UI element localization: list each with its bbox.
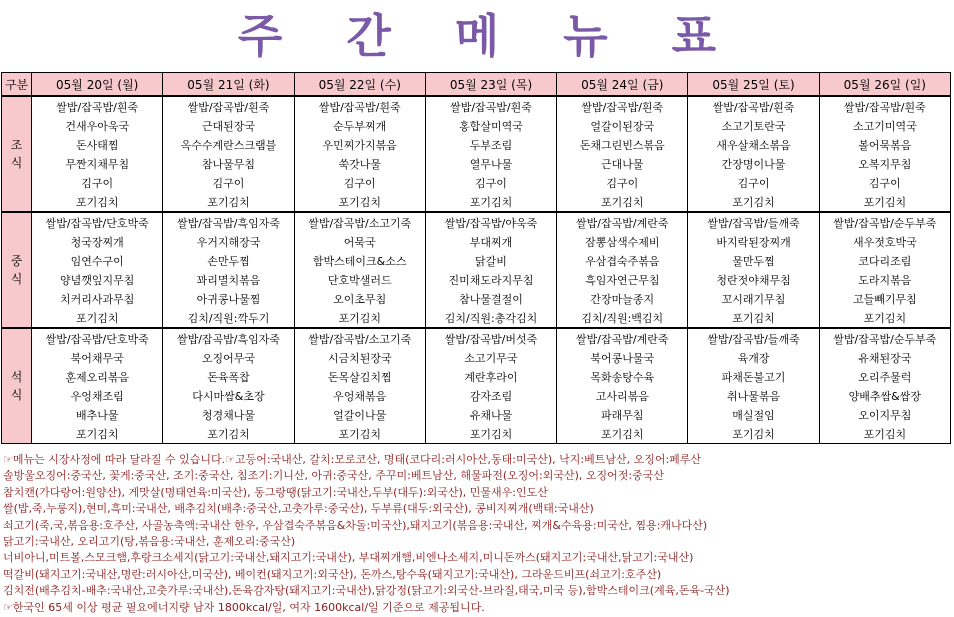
menu-cell: 김치/직원:총각김치 (425, 308, 556, 328)
meal-label (2, 212, 32, 328)
menu-row (2, 348, 951, 367)
menu-row (2, 270, 951, 289)
menu-cell: 쌀밥/잡곡밥/흰죽 (294, 96, 425, 116)
menu-cell: 두부조림 (425, 135, 556, 154)
menu-row (2, 116, 951, 135)
menu-cell: 근대나물 (557, 154, 688, 173)
menu-cell: 간장마늘종지 (557, 289, 688, 308)
menu-cell: 북어콩나물국 (557, 348, 688, 367)
menu-row (2, 424, 951, 444)
menu-cell: 돈채그린빈스볶음 (557, 135, 688, 154)
menu-cell: 쌀밥/잡곡밥/단호박죽 (32, 328, 163, 348)
menu-cell: 옥수수계란스크램블 (163, 135, 294, 154)
menu-cell: 쌀밥/잡곡밥/순두부죽 (819, 212, 950, 232)
menu-cell: 북어채무국 (32, 348, 163, 367)
menu-cell: 근대된장국 (163, 116, 294, 135)
menu-cell: 참나물무침 (163, 154, 294, 173)
menu-cell: 청경채나물 (163, 405, 294, 424)
menu-cell: 쌀밥/잡곡밥/흰죽 (688, 96, 819, 116)
menu-cell: 돈육폭찹 (163, 367, 294, 386)
menu-cell: 함박스테이크&소스 (294, 251, 425, 270)
menu-cell: 임연수구이 (32, 251, 163, 270)
note-line: 김치전(배추김치-배추:국내산,고춧가루:국내산),돈육감자탕(돼지고기:국내산),닭강정(닭고기:외국산-브라질,태국,미국 등),함박스테이크(계육,돈육-국산) (3, 584, 730, 598)
menu-cell: 꽈리멸치볶음 (163, 270, 294, 289)
day-header: 05월 22일 (수) (294, 73, 425, 97)
menu-cell: 포기김치 (425, 424, 556, 444)
menu-cell: 단호박샐러드 (294, 270, 425, 289)
menu-cell: 김구이 (425, 173, 556, 192)
menu-cell: 쌀밥/잡곡밥/소고기죽 (294, 212, 425, 232)
menu-cell: 쑥갓나물 (294, 154, 425, 173)
menu-cell: 오징어무국 (163, 348, 294, 367)
menu-cell: 돈사태찜 (32, 135, 163, 154)
menu-cell: 김치/직원:깍두기 (163, 308, 294, 328)
menu-cell: 포기김치 (819, 308, 950, 328)
meal-label-text: 중식 (10, 254, 23, 286)
menu-cell: 오이지무침 (819, 405, 950, 424)
note-line: 쇠고기(죽,국,볶음용:호주산, 사골농축액:국내산 한우, 우삼겹숙주볶음&차돌:미국산),돼지고기(볶음용:국내산, 찌개&수육용:미국산, 찜용:캐나다산) (3, 518, 708, 532)
menu-cell: 포기김치 (294, 308, 425, 328)
menu-body (2, 96, 951, 444)
menu-cell: 소고기무국 (425, 348, 556, 367)
menu-cell: 쌀밥/잡곡밥/흰죽 (32, 96, 163, 116)
menu-cell: 우엉채조림 (32, 386, 163, 405)
menu-cell: 포기김치 (32, 308, 163, 328)
corner-header: 구분 (2, 73, 32, 97)
menu-cell: 새우젓호박국 (819, 232, 950, 251)
note-line: 솔방울오징어:중국산, 꽃게:중국산, 조기:중국산, 침조기:기니산, 아귀:중국산, 주꾸미:베트남산, 해물파전(오징어:외국산), 오징어젓:중국산 (3, 469, 664, 483)
menu-cell: 부대찌개 (425, 232, 556, 251)
menu-cell: 쌀밥/잡곡밥/흰죽 (557, 96, 688, 116)
menu-cell: 포기김치 (819, 424, 950, 444)
menu-cell: 얼갈이된장국 (557, 116, 688, 135)
menu-cell: 아귀콩나물찜 (163, 289, 294, 308)
menu-cell: 쌀밥/잡곡밥/버섯죽 (425, 328, 556, 348)
menu-row (2, 173, 951, 192)
menu-cell: 물만두찜 (688, 251, 819, 270)
menu-cell: 쌀밥/잡곡밥/들깨죽 (688, 212, 819, 232)
menu-cell: 김구이 (557, 173, 688, 192)
menu-cell: 포기김치 (688, 192, 819, 212)
menu-cell: 도라지볶음 (819, 270, 950, 289)
menu-cell: 양배추쌈&쌈장 (819, 386, 950, 405)
menu-cell: 김치/직원:백김치 (557, 308, 688, 328)
menu-cell: 쌀밥/잡곡밥/야욱죽 (425, 212, 556, 232)
menu-row (2, 405, 951, 424)
menu-cell: 훈제오리볶음 (32, 367, 163, 386)
menu-cell: 시금치된장국 (294, 348, 425, 367)
menu-cell: 다시마쌈&초장 (163, 386, 294, 405)
origin-notes (3, 452, 953, 616)
menu-cell: 쌀밥/잡곡밥/흰죽 (163, 96, 294, 116)
menu-cell: 코다리조림 (819, 251, 950, 270)
page-title: 주 간 메 뉴 표 (237, 9, 741, 63)
menu-row (2, 192, 951, 212)
menu-cell: 포기김치 (557, 192, 688, 212)
menu-cell: 포기김치 (163, 424, 294, 444)
day-header: 05월 26일 (일) (819, 73, 950, 97)
menu-cell: 고들빼기무침 (819, 289, 950, 308)
menu-cell: 새우살채소볶음 (688, 135, 819, 154)
weekly-menu-table (1, 72, 951, 444)
menu-cell: 참나물결절이 (425, 289, 556, 308)
note-line: ☞한국인 65세 이상 평균 필요에너지량 남자 1800kcal/일, 여자 1600kcal/일 기준으로 제공됩니다. (3, 600, 485, 614)
menu-row (2, 251, 951, 270)
menu-row (2, 232, 951, 251)
menu-cell: 계란후라이 (425, 367, 556, 386)
menu-cell: 김구이 (32, 173, 163, 192)
menu-cell: 감자조림 (425, 386, 556, 405)
menu-cell: 포기김치 (688, 308, 819, 328)
menu-cell: 목화송탕수육 (557, 367, 688, 386)
menu-cell: 우거지해장국 (163, 232, 294, 251)
menu-cell: 김구이 (688, 173, 819, 192)
menu-cell: 홍합살미역국 (425, 116, 556, 135)
menu-row (2, 386, 951, 405)
menu-cell: 바지락된장찌개 (688, 232, 819, 251)
menu-cell: 유채나물 (425, 405, 556, 424)
menu-cell: 잠뽕삼색수제비 (557, 232, 688, 251)
menu-cell: 배추나물 (32, 405, 163, 424)
menu-cell: 고사리볶음 (557, 386, 688, 405)
menu-cell: 파래무침 (557, 405, 688, 424)
menu-cell: 쌀밥/잡곡밥/흰죽 (819, 96, 950, 116)
day-header: 05월 25일 (토) (688, 73, 819, 97)
menu-cell: 포기김치 (32, 424, 163, 444)
menu-cell: 흑임자연근무침 (557, 270, 688, 289)
menu-cell: 취나물볶음 (688, 386, 819, 405)
menu-cell: 포기김치 (425, 192, 556, 212)
note-line: ☞메뉴는 시장사정에 따라 달라질 수 있습니다.☞고등어:국내산, 갈치:모로코산, 명태(코다리:러시아산,동태:미국산), 낙지:베트남산, 오징어:페루산 (3, 453, 702, 466)
menu-cell: 꼬시래기무침 (688, 289, 819, 308)
note-line: 닭고기:국내산, 오리고기(탕,볶음용:국내산, 훈제오리:중국산) (3, 535, 296, 549)
menu-row (2, 154, 951, 173)
day-header: 05월 23일 (목) (425, 73, 556, 97)
menu-cell: 매실절임 (688, 405, 819, 424)
menu-cell: 치커리사과무침 (32, 289, 163, 308)
menu-cell: 간장명이나물 (688, 154, 819, 173)
menu-cell: 쌀밥/잡곡밥/소고기죽 (294, 328, 425, 348)
menu-cell: 어묵국 (294, 232, 425, 251)
menu-cell: 포기김치 (32, 192, 163, 212)
day-header: 05월 20일 (월) (32, 73, 163, 97)
day-header: 05월 21일 (화) (163, 73, 294, 97)
menu-cell: 김구이 (163, 173, 294, 192)
menu-cell: 김구이 (294, 173, 425, 192)
meal-label-text: 석식 (10, 370, 23, 402)
menu-cell: 손만두찜 (163, 251, 294, 270)
menu-cell: 소고기토란국 (688, 116, 819, 135)
menu-cell: 소고기미역국 (819, 116, 950, 135)
menu-cell: 쌀밥/잡곡밥/순두부죽 (819, 328, 950, 348)
meal-label (2, 96, 32, 212)
menu-row (2, 328, 951, 348)
menu-cell: 유채된장국 (819, 348, 950, 367)
menu-cell: 쌀밥/잡곡밥/단호박죽 (32, 212, 163, 232)
menu-cell: 포기김치 (688, 424, 819, 444)
menu-cell: 닭갈비 (425, 251, 556, 270)
menu-cell: 쌀밥/잡곡밥/계란죽 (557, 328, 688, 348)
day-header: 05월 24일 (금) (557, 73, 688, 97)
menu-cell: 쌀밥/잡곡밥/흑임자죽 (163, 212, 294, 232)
note-line: 참치캔(가다랑어:원양산), 게맛살(명태연육:미국산), 동그랑땡(닭고기:국내산,두부(대두):외국산), 민물새우:인도산 (3, 485, 548, 499)
meal-label (2, 328, 32, 444)
menu-cell: 포기김치 (557, 424, 688, 444)
menu-row (2, 96, 951, 116)
menu-cell: 육개장 (688, 348, 819, 367)
menu-cell: 쌀밥/잡곡밥/흰죽 (425, 96, 556, 116)
menu-cell: 우엉채볶음 (294, 386, 425, 405)
menu-cell: 순두부찌개 (294, 116, 425, 135)
note-line: 떡갈비(돼지고기:국내산,명란:러시아산,미국산), 베이컨(돼지고기:외국산), 돈까스,탕수육(돼지고기:국내산), 그라운드비프(쇠고기:호주산) (3, 567, 662, 581)
menu-cell: 오복지무침 (819, 154, 950, 173)
menu-cell: 양념깻잎지무침 (32, 270, 163, 289)
menu-cell: 오이초무침 (294, 289, 425, 308)
menu-cell: 쌀밥/잡곡밥/계란죽 (557, 212, 688, 232)
menu-cell: 포기김치 (294, 424, 425, 444)
menu-cell: 열무나물 (425, 154, 556, 173)
meal-label-text: 조식 (10, 138, 23, 170)
menu-row (2, 308, 951, 328)
menu-row (2, 367, 951, 386)
menu-cell: 얼갈이나물 (294, 405, 425, 424)
menu-cell: 쌀밥/잡곡밥/흑임자죽 (163, 328, 294, 348)
menu-cell: 건새우아욱국 (32, 116, 163, 135)
menu-cell: 볼어묵볶음 (819, 135, 950, 154)
menu-cell: 쌀밥/잡곡밥/들깨죽 (688, 328, 819, 348)
menu-cell: 진미채도라지무침 (425, 270, 556, 289)
note-line: 너비아니,미트볼,스모크햄,후랑크소세지(닭고기:국내산,돼지고기:국내산), 부대찌개햄,비엔나소세지,미니돈까스(돼지고기:국내산,닭고기:국내산) (3, 551, 694, 565)
menu-cell: 청국장찌개 (32, 232, 163, 251)
note-line: 쌀(밥,죽,누룽지),현미,흑미:국내산, 배추김치(배추:중국산,고춧가루:중국산), 두부류(대두:외국산), 콩비지찌개(백태:국내산) (3, 502, 594, 516)
menu-cell: 김구이 (819, 173, 950, 192)
menu-cell: 무짠지채무침 (32, 154, 163, 173)
menu-cell: 돈목살김치찜 (294, 367, 425, 386)
menu-cell: 포기김치 (294, 192, 425, 212)
menu-cell: 우민찌가지볶음 (294, 135, 425, 154)
menu-cell: 포기김치 (163, 192, 294, 212)
menu-row (2, 289, 951, 308)
menu-row (2, 212, 951, 232)
menu-cell: 파채돈불고기 (688, 367, 819, 386)
menu-cell: 포기김치 (819, 192, 950, 212)
menu-row (2, 135, 951, 154)
menu-cell: 청란젓야채무침 (688, 270, 819, 289)
menu-cell: 우삼겹숙주볶음 (557, 251, 688, 270)
menu-cell: 오리주물럭 (819, 367, 950, 386)
header-row (2, 73, 951, 97)
